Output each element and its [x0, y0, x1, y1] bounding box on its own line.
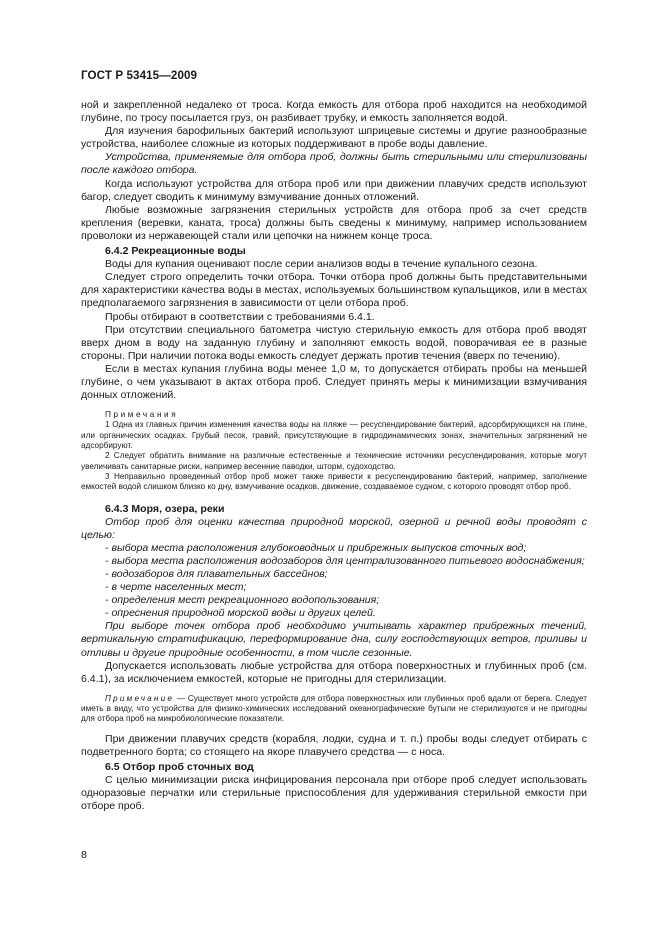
purpose-list: [81, 542, 587, 621]
paragraph: Допускается использовать любые устройства для отбора поверхностных и глубинных проб (см. 6.4.1), за исключением емкостей, которые не пригодны для стерилизации.: [81, 659, 587, 685]
list-item: - выбора места расположения водозаборов для централизованного питьевого водоснабжения;: [105, 554, 585, 567]
document-body: [81, 99, 587, 813]
section-heading-6-5: 6.5 Отбор проб сточных вод: [105, 760, 254, 773]
list-item: - водозаборов для плавательных бассейнов;: [105, 568, 328, 580]
section-heading-6-4-2: 6.4.2 Рекреационные воды: [105, 245, 246, 258]
note-item: 3 Неправильно проведенный отбор проб может также привести к ресуспендированию бактерий, например, заполнение емкостей водой слишком близко ко дну, взмучивание осадков, движение, создаваемое судном, с которого проводят отбор проб.: [81, 471, 587, 492]
list-item: - выбора места расположения глубоководных и прибрежных выпусков сточных вод;: [105, 541, 527, 554]
paragraph: При отсутствии специального батометра чистую стерильную емкость для отбора проб вводят вверх дном в воду на заданную глубину и заполняют емкость водой, поворачивая ее в разные стороны. При наличии потока воды емкость следует держать против течения (вверх по течению).: [81, 323, 587, 362]
paragraph: Пробы отбирают в соответствии с требованиями 6.4.1.: [105, 310, 375, 323]
paragraph: Устройства, применяемые для отбора проб, должны быть стерильными или стерилизованы после каждого отбора.: [81, 151, 587, 177]
note-item: 2 Следует обратить внимание на различные естественные и технические источники ресуспендирования, которые могут увеличивать санитарные риски, например весенние паводки, шторм, судоходство.: [81, 451, 587, 471]
page-number: 8: [81, 849, 87, 861]
paragraph: Любые возможные загрязнения стерильных устройств для отбора проб за счет средств крепления (веревки, каната, троса) должны быть сведены к минимуму, например использованием проволоки из нержавеющей стали или цепочки на нижнем конце троса.: [81, 203, 587, 242]
paragraph: Воды для купания оценивают после серии анализов воды в течение купального сезона.: [105, 258, 538, 271]
list-item: - определения мест рекреационного водопользования;: [105, 594, 380, 607]
list-item: - в черте населенных мест;: [105, 581, 247, 594]
paragraph: Отбор проб для оценки качества природной морской, озерной и речной воды проводят с целью:: [81, 515, 587, 541]
note-text: — Существует много устройств для отбора поверхностных или глубинных проб вдали от берега. Следует иметь в виду, что устройства для физико-химических исследований океанографические бутыли не стерилизуются и не пригодны для отбора проб на микробиологические показатели.: [81, 693, 588, 724]
paragraph: ной и закрепленной недалеко от троса. Когда емкость для отбора проб находится на необходимой глубине, по тросу посылается груз, он разбивает трубку, и емкость заполняется водой.: [81, 99, 587, 125]
paragraph: При выборе точек отбора проб необходимо учитывать характер прибрежных течений, вертикальную стратификацию, переформирование дна, силу господствующих ветров, приливы и отливы и другие природные особенности, в том числе сезонные.: [81, 620, 587, 659]
paragraph: При движении плавучих средств (корабля, лодки, судна и т. п.) пробы воды следует отбирать с подветренного борта; со стоящего на якоре плавучего средства — с носа.: [81, 732, 587, 758]
paragraph: Если в местах купания глубина воды менее 1,0 м, то допускается отбирать пробы на меньшей глубине, о чем указывают в актах отбора проб. Следует принять меры к минимизации взмучивания донных отложений.: [81, 362, 587, 402]
section-heading-6-4-3: 6.4.3 Моря, озера, реки: [105, 502, 225, 515]
note-item: 1 Одна из главных причин изменения качества воды на пляже — ресуспендирование бактерий, адсорбирующихся на глине, или органических осадках. Грубый песок, гравий, присутствующие в гидродинамических зонах, значительных загрязнений не адсорбируют.: [81, 420, 587, 451]
paragraph: С целью минимизации риска инфицирования персонала при отборе проб следует использовать одноразовые перчатки или стерильные приспособления для удерживания стерильной емкости при отборе проб.: [81, 774, 587, 813]
note-block: [81, 694, 587, 725]
paragraph: Когда используют устройства для отбора проб или при движении плавучих средств используют багор, следует сводить к минимуму взмучивание донных отложений.: [81, 177, 587, 203]
paragraph: Для изучения барофильных бактерий используют шприцевые системы и другие разнообразные устройства, наиболее сложные из которых поддерживают в пробе воды давление.: [81, 125, 587, 151]
notes-block: [81, 410, 587, 492]
note-label: Примечание: [105, 693, 175, 703]
list-item: - опреснения природной морской воды и других целей.: [105, 607, 376, 620]
notes-title: Примечания: [105, 410, 179, 420]
paragraph: Следует строго определить точки отбора. Точки отбора проб должны быть представительными для характеристики качества воды в местах, используемых большинством купальщиков, или в местах предполагаемого загрязнения в зависимости от цели отбора проб.: [81, 271, 587, 310]
note-item: [81, 694, 587, 725]
standard-header: ГОСТ Р 53415—2009: [81, 69, 198, 82]
